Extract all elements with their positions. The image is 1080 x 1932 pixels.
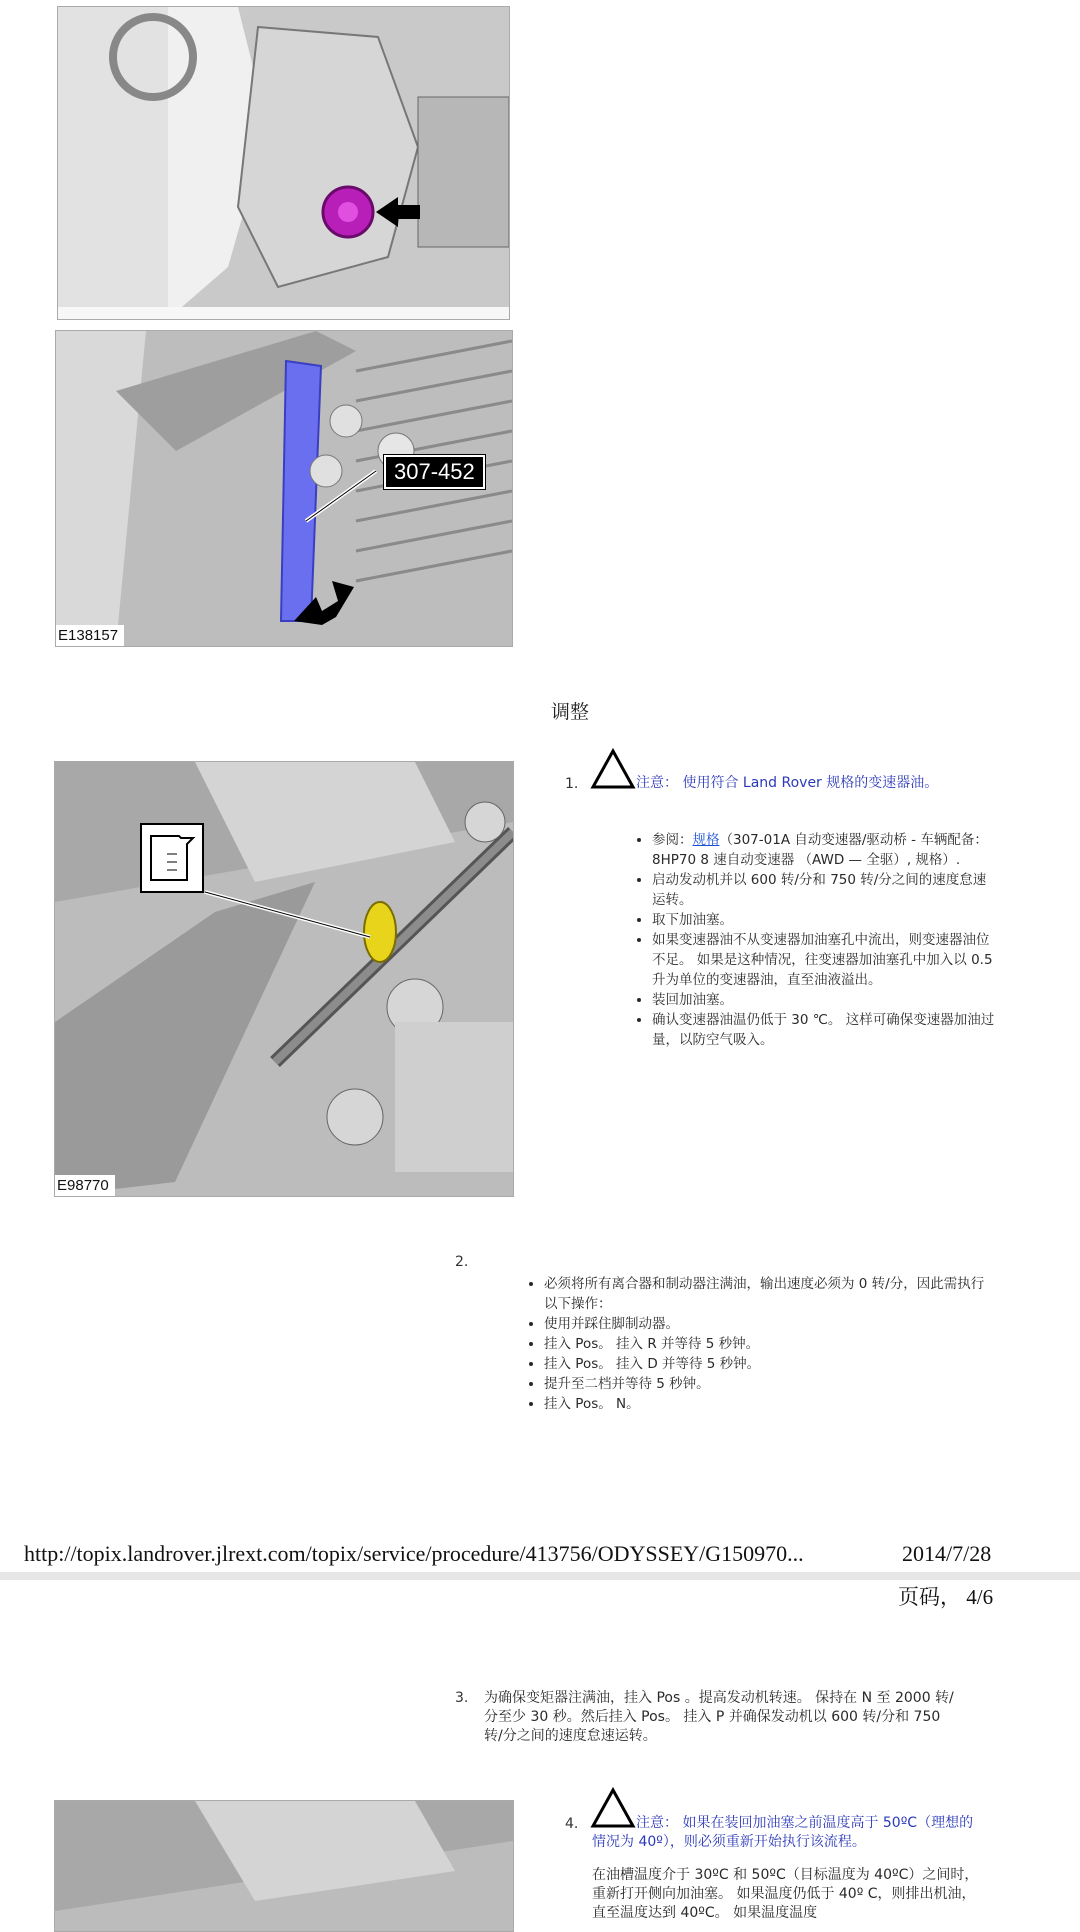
figure-step-4 — [54, 1800, 514, 1932]
list-item: • 提升至二档并等待 5 秒钟。 — [544, 1374, 989, 1394]
step-3-number: 3. — [455, 1690, 469, 1706]
list-item: • 如果变速器油不从变速器加油塞孔中流出，则变速器油位不足。 如果是这种情况，往变速器加油塞孔中加入以 0.5 升为单位的变速器油，直至油液溢出。 — [652, 930, 997, 990]
list-item: • 挂入 Pos。 N。 — [544, 1394, 989, 1414]
figure-code: E138157 — [56, 625, 124, 646]
list-item: • 装回加油塞。 — [652, 990, 997, 1010]
list-item: • 确认变速器油温仍低于 30 ℃。 这样可确保变速器加油过量，以防空气吸入。 — [652, 1010, 997, 1050]
engine-plug-illustration — [58, 7, 509, 319]
list-item: • 挂入 Pos。 挂入 R 并等待 5 秒钟。 — [544, 1334, 989, 1354]
filler-plug-illustration — [55, 762, 513, 1196]
list-item: • 必须将所有离合器和制动器注满油，输出速度必须为 0 转/分，因此需执行以下操作： — [544, 1274, 989, 1314]
step-4-number: 4. — [565, 1816, 579, 1832]
list-item: • 使用并踩住脚制动器。 — [544, 1314, 989, 1334]
step-4-caution-note: 注意： 如果在装回加油塞之前温度高于 50ºC（理想的情况为 40º），则必须重新开始执行该流程。 — [592, 1815, 974, 1850]
reference-prefix: 参阅： — [652, 832, 693, 848]
list-item: • 取下加油塞。 — [652, 910, 997, 930]
reference-text: （307-01A 自动变速器/驱动桥 - 车辆配备： 8HP70 8 速自动变速器 （AWD — 全驱）, 规格）. — [652, 832, 988, 868]
step-1-bullet-list — [630, 830, 997, 1050]
print-date: 2014/7/28 — [902, 1541, 992, 1566]
step-3-text: 为确保变矩器注满油，挂入 Pos 。提高发动机转速。 保持在 N 至 2000 转/分至少 30 秒。然后挂入 Pos。 挂入 P 并确保发动机以 600 转/分和 750 转/分之间的速度怠速运转。 — [484, 1690, 954, 1744]
figure-code: E98770 — [55, 1175, 115, 1196]
figure-plug-location — [57, 6, 510, 320]
figure-filler-plug — [54, 761, 514, 1197]
figure-tool-307-452 — [55, 330, 513, 647]
specifications-link[interactable]: 规格 — [692, 832, 720, 848]
step-4-text: 在油槽温度介于 30ºC 和 50ºC（目标温度为 40ºC）之间时，重新打开侧向加油塞。 如果温度仍低于 40º C，则排出机油，直至温度达到 40ºC。 如果温度温度 — [592, 1867, 979, 1921]
tool-callout-label: 307-452 — [384, 455, 485, 489]
page-number: 页码， 4/6 — [898, 1585, 994, 1609]
list-item — [652, 830, 997, 870]
step-1-caution-note: 注意： 使用符合 Land Rover 规格的变速器油。 — [636, 775, 939, 791]
step-1-number: 1. — [565, 776, 579, 792]
step-2-number: 2. — [455, 1254, 469, 1270]
page-break-divider — [0, 1572, 1080, 1580]
list-item: • 启动发动机并以 600 转/分和 750 转/分之间的速度怠速运转。 — [652, 870, 997, 910]
step-4-illustration — [55, 1801, 513, 1931]
source-url: http://topix.landrover.jlrext.com/topix/service/procedure/413756/ODYSSEY/G150970... — [24, 1541, 804, 1566]
list-item: • 挂入 Pos。 挂入 D 并等待 5 秒钟。 — [544, 1354, 989, 1374]
section-heading: 调整 — [551, 701, 590, 723]
step-2-bullet-list — [522, 1274, 989, 1414]
